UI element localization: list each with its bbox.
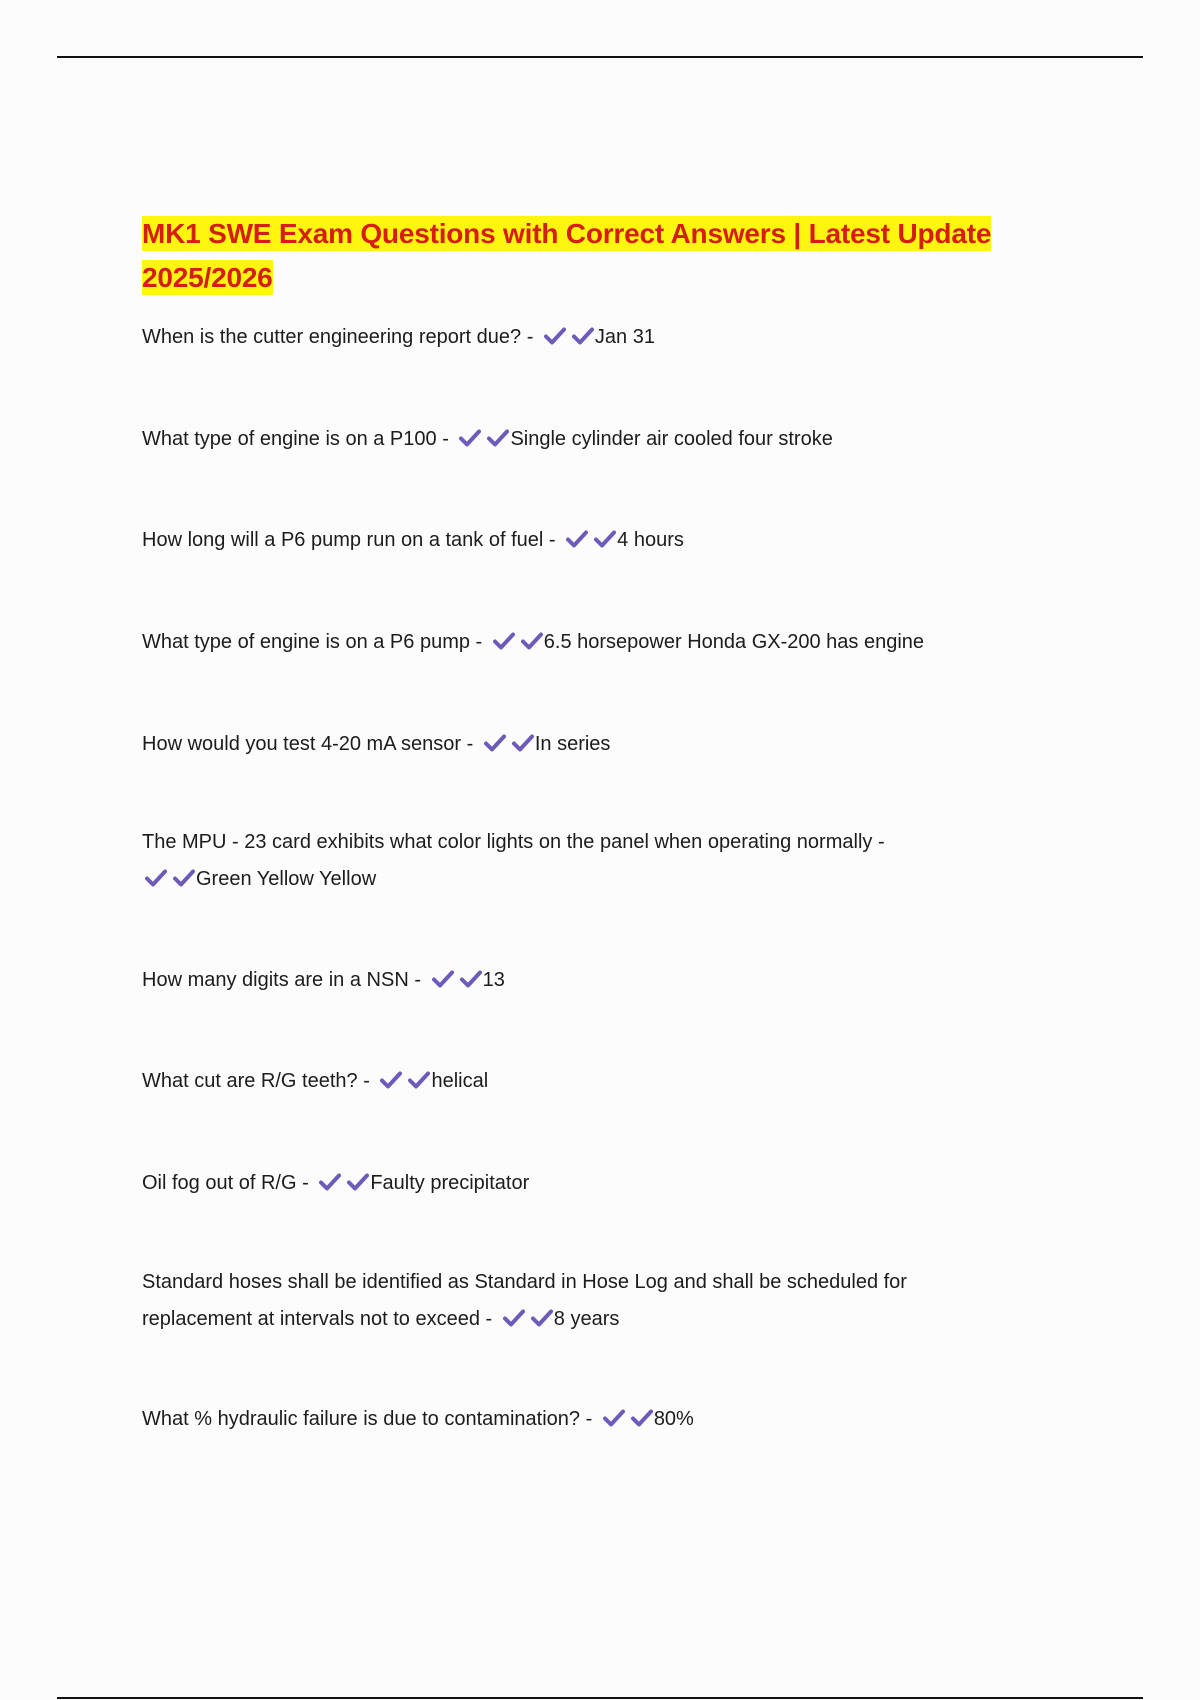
qa-item (142, 1401, 1022, 1438)
question-text: What % hydraulic failure is due to contamination? (142, 1408, 581, 1430)
checkmark-icon (379, 1070, 403, 1090)
checkmark-icon (502, 1308, 526, 1328)
answer-text: 4 hours (617, 529, 684, 551)
qa-item (142, 1264, 1022, 1338)
question-text: How would you test 4-20 mA sensor (142, 733, 462, 755)
checkmark-icon (458, 428, 482, 448)
separator: - (526, 326, 534, 348)
qa-item (142, 1063, 1022, 1100)
question-text: The MPU - 23 card exhibits what color lights on the panel when operating normally (142, 831, 873, 853)
separator: - (877, 831, 885, 853)
checkmark-icon (318, 1172, 342, 1192)
checkmark-icon (543, 326, 567, 346)
checkmark-icon (486, 428, 510, 448)
checkmark-icon (520, 631, 544, 651)
checkmark-icon (346, 1172, 370, 1192)
qa-item (142, 522, 1022, 559)
checkmark-icon (144, 868, 168, 888)
question-text: How many digits are in a NSN (142, 969, 409, 991)
answer-text: 6.5 horsepower Honda GX-200 has engine (543, 631, 925, 653)
question-text: What type of engine is on a P100 (142, 428, 437, 450)
answer-text: 8 years (553, 1308, 620, 1330)
checkmark-icon (630, 1408, 654, 1428)
question-text: When is the cutter engineering report due? (142, 326, 522, 348)
top-rule (57, 56, 1143, 58)
separator: - (442, 428, 449, 450)
qa-item (142, 824, 1022, 898)
answer-text: helical (431, 1070, 489, 1092)
separator: - (466, 733, 474, 755)
checkmark-icon (407, 1070, 431, 1090)
checkmark-icon (492, 631, 516, 651)
separator: - (548, 529, 556, 551)
separator: - (414, 969, 422, 991)
checkmark-icon (530, 1308, 554, 1328)
separator: - (585, 1408, 593, 1430)
bottom-rule (57, 1697, 1143, 1699)
answer-text: 13 (482, 969, 505, 991)
document-title (142, 212, 1042, 300)
answer-text: Jan 31 (594, 326, 655, 348)
separator: - (363, 1070, 370, 1092)
question-text: How long will a P6 pump run on a tank of fuel (142, 529, 544, 551)
question-text: Standard hoses shall be identified as Standard in Hose Log and shall be scheduled for replacement at intervals not to exceed (142, 1271, 907, 1330)
separator: - (475, 631, 483, 653)
question-text: What type of engine is on a P6 pump (142, 631, 470, 653)
answer-text: In series (534, 733, 611, 755)
qa-item (142, 726, 1022, 763)
separator: - (302, 1172, 309, 1194)
qa-item (142, 962, 1022, 999)
qa-item (142, 319, 1022, 356)
checkmark-icon (511, 733, 535, 753)
checkmark-icon (431, 969, 455, 989)
checkmark-icon (483, 733, 507, 753)
answer-text: Single cylinder air cooled four stroke (510, 428, 833, 450)
qa-item (142, 624, 1022, 661)
document-title-text: MK1 SWE Exam Questions with Correct Answers | Latest Update 2025/2026 (142, 218, 992, 293)
checkmark-icon (172, 868, 196, 888)
answer-text: Green Yellow Yellow (196, 868, 377, 890)
qa-item (142, 1165, 1022, 1202)
checkmark-icon (602, 1408, 626, 1428)
separator: - (485, 1308, 493, 1330)
question-text: Oil fog out of R/G (142, 1172, 297, 1194)
answer-text: 80% (653, 1408, 694, 1430)
qa-item (142, 421, 1022, 458)
checkmark-icon (571, 326, 595, 346)
answer-text: Faulty precipitator (370, 1172, 530, 1194)
question-text: What cut are R/G teeth? (142, 1070, 358, 1092)
checkmark-icon (565, 529, 589, 549)
checkmark-icon (459, 969, 483, 989)
checkmark-icon (593, 529, 617, 549)
